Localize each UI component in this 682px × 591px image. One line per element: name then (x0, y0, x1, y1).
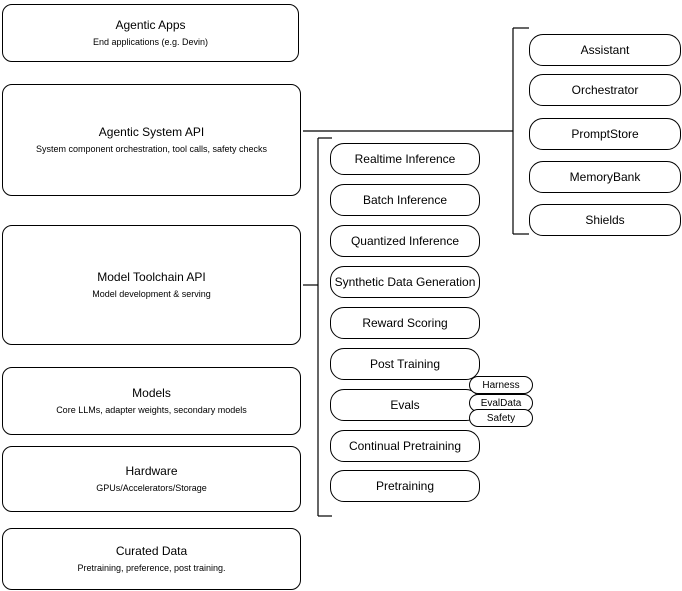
layer-title: Curated Data (115, 544, 188, 558)
component-promptstore[interactable] (529, 118, 681, 150)
component-realtime-inference[interactable] (330, 143, 480, 175)
component-label: Pretraining (375, 478, 435, 493)
component-shields[interactable] (529, 204, 681, 236)
layer-title: Models (132, 386, 171, 400)
layer-agentic-apps[interactable] (2, 4, 299, 62)
layer-subtitle: Core LLMs, adapter weights, secondary models (56, 405, 247, 415)
component-orchestrator[interactable] (529, 74, 681, 106)
layer-subtitle: Model development & serving (92, 289, 211, 299)
component-label: Post Training (369, 356, 441, 371)
component-label: MemoryBank (569, 169, 641, 184)
component-label: Harness (482, 379, 520, 391)
layer-agentic-system-api[interactable] (2, 84, 301, 196)
component-label: Assistant (580, 42, 630, 57)
component-memorybank[interactable] (529, 161, 681, 193)
component-label: Synthetic Data Generation (334, 274, 476, 289)
component-label: Evals (390, 397, 420, 412)
layer-subtitle: System component orchestration, tool calls, safety checks (35, 144, 268, 154)
component-label: Orchestrator (571, 82, 639, 97)
component-assistant[interactable] (529, 34, 681, 66)
layer-title: Agentic Apps (115, 18, 186, 32)
layer-subtitle: End applications (e.g. Devin) (92, 37, 209, 47)
component-safety[interactable] (469, 409, 533, 427)
component-harness[interactable] (469, 376, 533, 394)
layer-title: Hardware (125, 464, 178, 478)
layer-hardware[interactable] (2, 446, 301, 512)
component-reward-scoring[interactable] (330, 307, 480, 339)
component-continual-pretraining[interactable] (330, 430, 480, 462)
component-pretraining[interactable] (330, 470, 480, 502)
component-label: Realtime Inference (354, 151, 456, 166)
component-synthetic-data-generation[interactable] (330, 266, 480, 298)
component-evals[interactable] (330, 389, 480, 421)
component-quantized-inference[interactable] (330, 225, 480, 257)
component-label: Safety (486, 412, 516, 424)
layer-curated-data[interactable] (2, 528, 301, 590)
layer-title: Model Toolchain API (97, 270, 206, 284)
component-label: Reward Scoring (362, 315, 448, 330)
component-label: Batch Inference (362, 192, 448, 207)
component-label: Shields (585, 212, 625, 227)
layer-subtitle: GPUs/Accelerators/Storage (96, 483, 207, 493)
layer-models[interactable] (2, 367, 301, 435)
component-label: EvalData (480, 397, 522, 409)
component-post-training[interactable] (330, 348, 480, 380)
component-batch-inference[interactable] (330, 184, 480, 216)
layer-subtitle: Pretraining, preference, post training. (77, 563, 226, 573)
component-label: Continual Pretraining (348, 438, 462, 453)
component-label: Quantized Inference (350, 233, 460, 248)
component-label: PromptStore (571, 126, 639, 141)
layer-model-toolchain-api[interactable] (2, 225, 301, 345)
layer-title: Agentic System API (98, 125, 205, 139)
